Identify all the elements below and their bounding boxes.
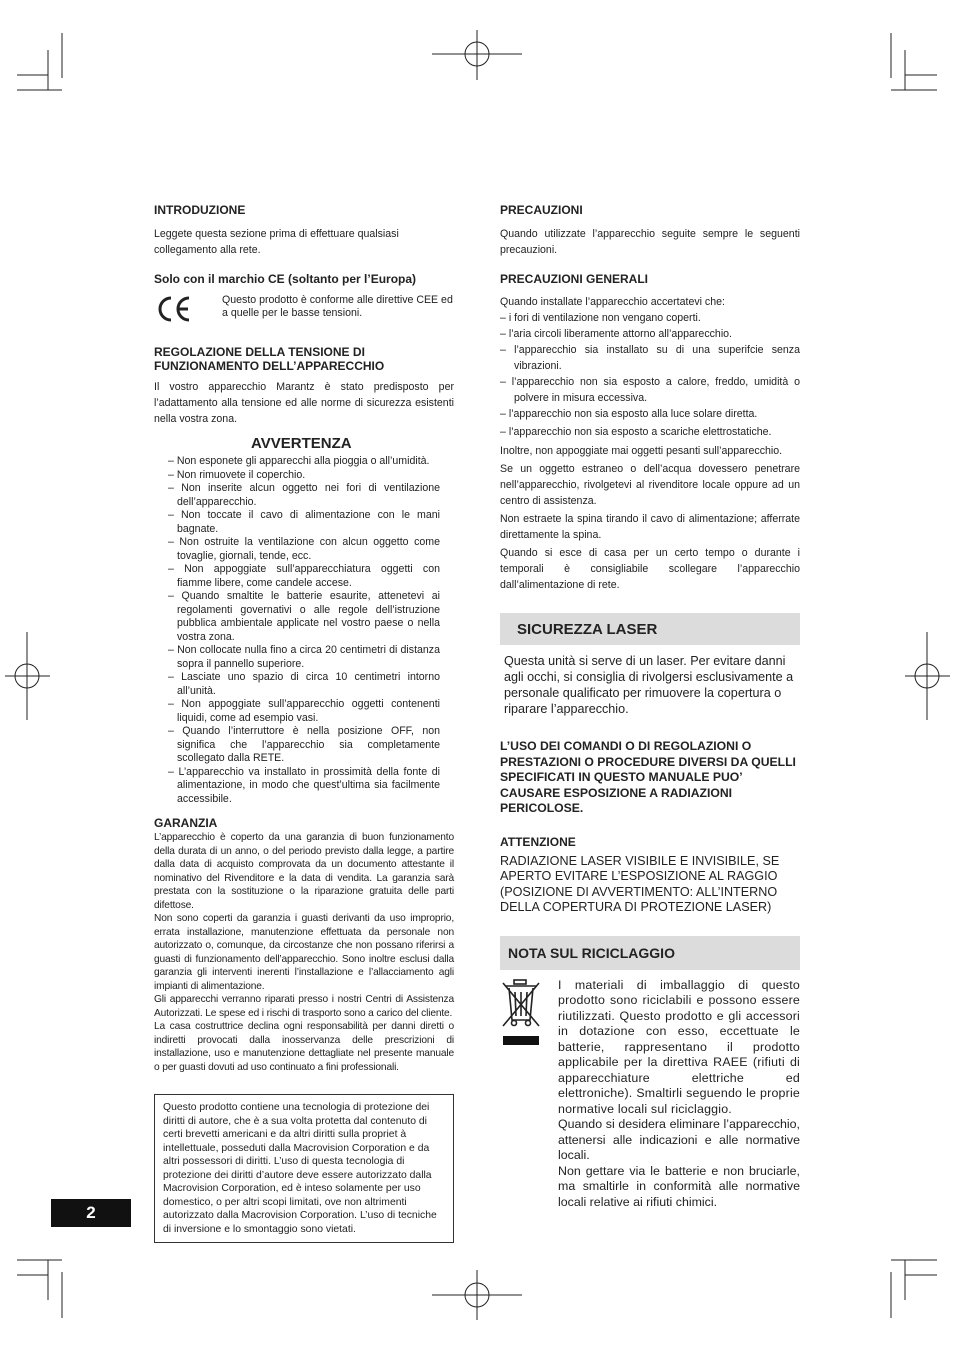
list-item: – Non collocate nulla fino a circa 20 centimetri di distanza sopra il pannello superiore. xyxy=(168,644,440,670)
recycling-section xyxy=(500,978,800,1211)
list-item: – Non esponete gli apparecchi alla pioggia o all’umidità. xyxy=(168,455,430,467)
list-item: – Non ostruite la ventilazione con alcun oggetto come tovaglie, giornali, tende, ecc. xyxy=(168,536,440,562)
voltage-text: Il vostro apparecchio Marantz è stato predisposto per l’adattamento alla tensione ed alle norme di sicurezza esistenti nella vostra zona. xyxy=(154,381,454,425)
intro-heading: INTRODUZIONE xyxy=(154,203,246,217)
list-item: – Non rimuovete il coperchio. xyxy=(168,468,306,481)
general-paragraph: Se un oggetto estraneo o dell’acqua dovessero penetrare nell’apparecchio, rivolgetevi al rivenditore locale oppure ad un centro di assistenza. xyxy=(500,463,800,507)
ce-section xyxy=(154,294,454,329)
general-paragraph: Quando si esce di casa per un certo tempo o durante i temporali è consigliabile scollegare l’apparecchio dall’alimentazione di rete. xyxy=(500,547,800,591)
right-column xyxy=(500,203,800,1210)
ce-mark-icon xyxy=(154,294,222,329)
warranty-paragraph: Non sono coperti da garanzia i guasti derivanti da uso improprio, errata installazione, manutenzione effettuata da personale non autorizzato o, comunque, da circostanze che non possano riferirsi a guasti di funzionamento dell’apparecchio. Sono inoltre esclusi dalla garanzia gli interventi inerenti l’installazione e l’allacciamento agli impianti di alimentazione. xyxy=(154,913,454,992)
laser-warning: L’USO DEI COMANDI O DI REGOLAZIONI O PRESTAZIONI O PROCEDURE DIVERSI DA QUELLI SPECIFICATI IN QUESTO MANUALE PUO’ CAUSARE ESPOSIZIONE A RADIAZIONI PERICOLOSE. xyxy=(500,739,796,815)
recycling-paragraph: Non gettare via le batterie e non bruciarle, ma smaltirle in conformità alle normative locali relative ai rifiuti chimici. xyxy=(558,1163,800,1209)
list-item: – Non appoggiate sull’apparecchiatura oggetti con fiamme libere, come candele accese. xyxy=(168,563,440,589)
general-intro: Quando installate l’apparecchio accertatevi che: xyxy=(500,296,725,308)
list-item: – l’aria circoli liberamente attorno all’apparecchio. xyxy=(500,328,733,340)
list-item: – L’apparecchio va installato in prossimità della fonte di alimentazione, in modo che quest’ultima sia facilmente accessibile. xyxy=(168,765,440,805)
list-item: – l’apparecchio sia installato su di una superifcie senza vibrazioni. xyxy=(500,344,800,372)
intro-text: Leggete questa sezione prima di effettuare qualsiasi collegamento alla rete. xyxy=(154,228,399,256)
list-item: – Quando smaltite le batterie esaurite, attenetevi ai regolamenti governativi o alle regole dell’istruzione pubblica ambientale applicate nel vostro paese o nella vostra zona. xyxy=(168,590,440,643)
warranty-heading: GARANZIA xyxy=(154,816,218,830)
list-item: – Non appoggiate sull’apparecchio oggetti contenenti liquidi, come ad esempio vasi. xyxy=(168,698,440,724)
list-item: – Non toccate il cavo di alimentazione con le mani bagnate. xyxy=(168,509,440,535)
page-number: 2 xyxy=(51,1199,131,1227)
list-item: – Lasciate uno spazio di circa 10 centimetri intorno all’unità. xyxy=(168,671,440,697)
warning-title: AVVERTENZA xyxy=(251,435,352,452)
general-precautions-heading: PRECAUZIONI GENERALI xyxy=(500,272,649,286)
list-item: – Non inserite alcun oggetto nei fori di ventilazione dell’apparecchio. xyxy=(168,482,440,508)
macrovision-notice: Questo prodotto contiene una tecnologia di protezione dei diritti di autore, che è a sua volta protetta dal contenuto di certi brevetti americani e da altri diritti sulla propriet à intellettuale, posseduti dalla Macrovision Corporation e da altri possessori di diritti. L’uso di questa tecnologia di protezione dei diritti d’autore deve essere autorizzato dalla Macrovision Corporation, ed è inteso solamente per uso domestico, o per altri scopi limitati, ove non altrimenti autorizzato dalla Macrovision Corporation. L’uso di tecniche di inversione e lo smontaggio sono vietati. xyxy=(154,1094,454,1243)
recycling-paragraph: I materiali di imballaggio di questo prodotto sono riciclabili e possono essere riutilizzati. Questo prodotto e gli accessori in dotazione con esso, eccettuate le batterie, rappresentano il prodotto applicabile per la direttiva RAEE (rifiuti di apparecchiature elettriche ed elettroniche). Smaltirli seguendo le proprie normative locali sul riciclaggio. xyxy=(558,977,800,1116)
general-precautions-list xyxy=(500,310,800,440)
general-paragraph: Non estraete la spina tirando il cavo di alimentazione; afferrate direttamente la spina. xyxy=(500,513,800,541)
warranty-paragraph: L’apparecchio è coperto da una garanzia di buon funzionamento della durata di un anno, o del periodo previsto dalla legge, a partire dalla data di acquisto comprovata da un documento attestante il nominativo del Rivenditore e la data di vendita. La garanzia sarà prestata con la sostituzione o la riparazione gratuita delle parti difettose. xyxy=(154,832,454,911)
list-item: – i fori di ventilazione non vengano coperti. xyxy=(500,312,701,324)
left-column xyxy=(154,203,454,1243)
ce-text: Questo prodotto è conforme alle direttive CEE ed a quelle per le basse tensioni. xyxy=(222,294,453,319)
attention-heading: ATTENZIONE xyxy=(500,834,576,849)
list-item: – Quando l’interruttore è nella posizione OFF, non significa che l’apparecchio sia completamente scollegato dalla RETE. xyxy=(168,725,440,764)
laser-safety-heading: SICUREZZA LASER xyxy=(500,613,800,645)
list-item: – l’apparecchio non sia esposto a scariche elettrostatiche. xyxy=(500,426,772,438)
recycling-paragraph: Quando si desidera eliminare l’apparecchio, attenersi alle indicazioni e alle normative locali. xyxy=(558,1117,800,1162)
recycling-text xyxy=(558,978,800,1211)
warranty-paragraph: La casa costruttrice declina ogni responsabilità per danni diretti o indiretti provocati dalla inosservanza delle prescrizioni di installazione, uso e manutenzione dettagliate nel presente manuale o per guasti dovuti ad uso continuato a fini professionali. xyxy=(154,1021,454,1073)
list-item: – l’apparecchio non sia esposto a calore, freddo, umidità o polvere in misura eccessiva. xyxy=(500,376,800,404)
ce-heading: Solo con il marchio CE (soltanto per l’Europa) xyxy=(154,272,417,286)
weee-bin-icon xyxy=(500,978,558,1211)
general-paragraph: Inoltre, non appoggiate mai oggetti pesanti sull’apparecchio. xyxy=(500,445,783,457)
precautions-heading: PRECAUZIONI xyxy=(500,203,583,217)
list-item: – l’apparecchio non sia esposto alla luce solare diretta. xyxy=(500,408,758,420)
warranty-paragraph: Gli apparecchi verranno riparati presso i nostri Centri di Assistenza Autorizzati. Le spese ed i rischi di trasporto sono a carico del cliente. xyxy=(154,994,454,1019)
laser-text: Questa unità si serve di un laser. Per evitare danni agli occhi, si consiglia di rivolgersi esclusivamente a personale qualificato per rimuovere la copertura o riparare l’apparecchio. xyxy=(504,654,794,716)
precautions-text: Quando utilizzate l’apparecchio seguite sempre le seguenti precauzioni. xyxy=(500,228,800,256)
voltage-heading: REGOLAZIONE DELLA TENSIONE DI FUNZIONAMENTO DELL’APPARECCHIO xyxy=(154,345,385,373)
recycling-heading: NOTA SUL RICICLAGGIO xyxy=(500,936,800,970)
attention-text: RADIAZIONE LASER VISIBILE E INVISIBILE, SE APERTO EVITARE L’ESPOSIZIONE AL RAGGIO (POSIZIONE DI AVVERTIMENTO: ALL’INTERNO DELLA COPERTURA DI PROTEZIONE LASER) xyxy=(500,853,780,914)
warning-list xyxy=(154,455,454,806)
